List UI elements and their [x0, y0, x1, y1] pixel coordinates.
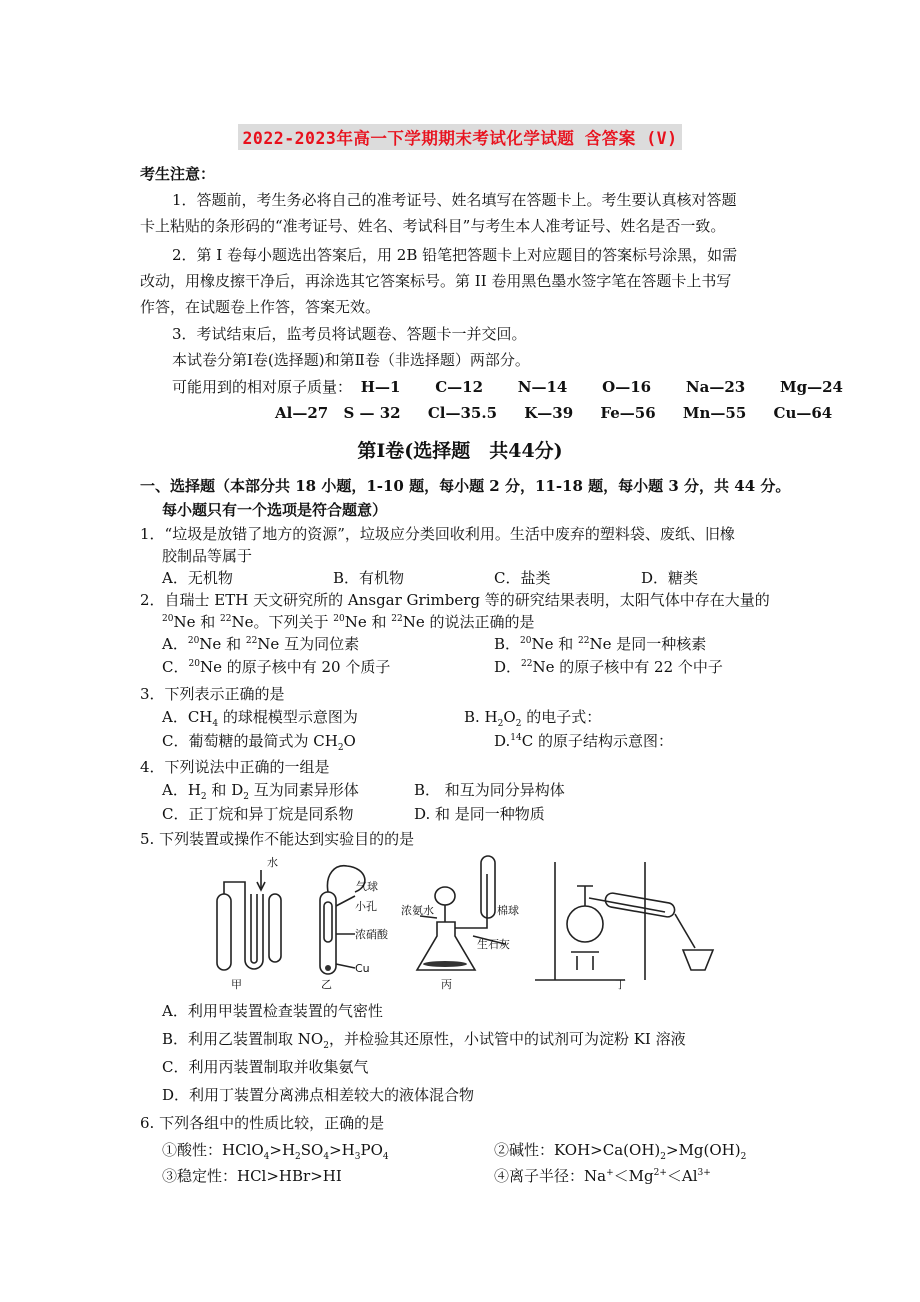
notice-item-1: 1．答题前，考生务必将自己的准考证号、姓名填写在答题卡上。考生要认真核对答题: [172, 191, 737, 209]
q5-option-c: C．利用丙装置制取并收集氨气: [162, 1058, 369, 1076]
mass-c: C—12: [435, 378, 483, 396]
mass-mg: Mg—24: [779, 378, 843, 396]
q2-stem-2: $^{20}$Ne 和 $^{22}$Ne。下列关于 $^{20}$Ne 和 $^{22}$Ne 的说法正确的是: [162, 613, 535, 631]
q1-option-a: A．无机物: [162, 569, 233, 587]
ding-receiver: [683, 950, 713, 970]
q6-item-2: ②碱性：$KOH>Ca(OH)_2>Mg(OH)_2$: [494, 1141, 747, 1162]
mass-n: N—14: [517, 378, 568, 396]
notice-item-3: 3．考试结束后，监考员将试题卷、答题卡一并交回。: [172, 325, 527, 343]
q1-option-d: D．糖类: [641, 569, 699, 587]
yi-leader-lines: [336, 896, 355, 968]
label-bing: 丙: [441, 978, 452, 990]
notice-item-1b: 卡上粘贴的条形码的“准考证号、姓名、考试科目”与考生本人准考证号、姓名是否一致。: [140, 217, 726, 235]
label-balloon: 气球: [356, 880, 378, 893]
page-title: 2022-2023年高一下学期期末考试化学试题 含答案 (V): [238, 124, 681, 150]
bing-funnel: [435, 887, 455, 905]
notice-item-2c: 作答，在试题卷上作答，答案无效。: [140, 298, 381, 316]
q3-option-b: B. $H_2O_2$ 的电子式：: [464, 708, 602, 729]
mass-mn: Mn—55: [682, 404, 747, 422]
q2-option-d: D．$^{22}$Ne 的原子核中有 22 个中子: [494, 658, 723, 676]
mass-k: K—39: [524, 404, 574, 422]
bing-collect-tube: [481, 856, 495, 918]
q3-stem: 3．下列表示正确的是: [140, 685, 285, 703]
q5-option-b: B．利用乙装置制取 $NO_2$，并检验其还原性，小试管中的试剂可为淀粉 KI 溶液: [162, 1030, 686, 1051]
mass-fe: Fe—56: [600, 404, 656, 422]
ding-flask-neck: [577, 886, 593, 906]
q4-stem: 4．下列说法中正确的一组是: [140, 758, 330, 776]
mass-s: S — 32: [343, 404, 401, 422]
q3-option-d: D.$^{14}$C 的原子结构示意图：: [494, 732, 673, 750]
q2-option-a: A．$^{20}$Ne 和 $^{22}$Ne 互为同位素: [162, 635, 360, 653]
q2-option-c: C．$^{20}$Ne 的原子核中有 20 个质子: [162, 658, 391, 676]
q6-item-4: ④离子半径：$Na^+<Mg^{2+}<Al^{3+}$: [494, 1167, 711, 1185]
label-lime: 生石灰: [477, 938, 510, 951]
q1-stem-2: 胶制品等属于: [162, 547, 253, 565]
notice-parts: 本试卷分第Ⅰ卷(选择题)和第Ⅱ卷（非选择题）两部分。: [172, 351, 530, 369]
label-yi: 乙: [321, 978, 332, 990]
part1-instructions-2: 每小题只有一个选项是符合题意）: [162, 501, 388, 519]
q4-option-d: D. 和 是同一种物质: [414, 805, 545, 823]
q2-stem: 2．自瑞士 ETH 天文研究所的 Ansgar Grimberg 等的研究结果表明，太阳气体中存在大量的: [140, 591, 770, 609]
q1-stem: 1．“垃圾是放错了地方的资源”，垃圾应分类回收利用。生活中废弃的塑料袋、废纸、旧橡: [140, 525, 735, 543]
q3-option-a: A．$CH_4$ 的球棍模型示意图为: [162, 708, 358, 729]
jia-test-tube: [217, 894, 231, 970]
mass-na: Na—23: [685, 378, 746, 396]
q4-option-a: A．$H_2$ 和 $D_2$ 互为同素异形体: [162, 781, 359, 802]
jia-tube-right: [269, 894, 281, 962]
jia-u-tube-inner: [251, 894, 257, 963]
bing-delivery-tube: [455, 874, 487, 928]
q6-stem: 6. 下列各组中的性质比较，正确的是: [140, 1114, 385, 1132]
label-ding: 丁: [615, 978, 626, 990]
notice-item-2: 2．第 I 卷每小题选出答案后，用 2B 铅笔把答题卡上对应题目的答案标号涂黑，如需: [172, 246, 738, 264]
q6-item-3: ③稳定性：HCl>HBr>HI: [162, 1167, 342, 1185]
ding-adapter: [675, 914, 695, 948]
q4-option-b: B． 和互为同分异构体: [414, 781, 565, 799]
mass-cl: Cl—35.5: [427, 404, 498, 422]
q4-option-c: C．正丁烷和异丁烷是同系物: [162, 805, 354, 823]
ding-flask: [567, 906, 603, 942]
masses-label: 可能用到的相对原子质量：: [172, 378, 353, 396]
atomic-mass-row-1: [172, 376, 843, 398]
mass-h: H—1: [360, 378, 401, 396]
q5-option-d: D．利用丁装置分离沸点相差较大的液体混合物: [162, 1086, 475, 1104]
label-cotton: 棉球: [497, 904, 519, 917]
q5-stem: 5. 下列装置或操作不能达到实验目的的是: [140, 830, 415, 848]
title-wrap: [0, 124, 920, 150]
q3-option-c: C．葡萄糖的最简式为 $CH_2O$: [162, 732, 356, 753]
label-ammonia: 浓氨水: [401, 904, 434, 917]
mass-cu: Cu—64: [773, 404, 833, 422]
mass-o: O—16: [602, 378, 652, 396]
q5-option-a: A．利用甲装置检查装置的气密性: [162, 1002, 383, 1020]
atomic-mass-row-2: [275, 402, 832, 424]
label-cu: Cu: [355, 962, 370, 975]
label-jia: 甲: [231, 978, 242, 990]
ding-stand: [535, 862, 625, 980]
yi-small-tube: [324, 902, 332, 942]
label-hole: 小孔: [355, 900, 377, 913]
q5-apparatus-figure: [205, 852, 725, 990]
label-water: 水: [267, 856, 278, 869]
ding-condenser: [604, 892, 675, 918]
q6-item-1: ①酸性：$HClO_4>H_2SO_4>H_3PO_4$: [162, 1141, 389, 1162]
label-acid: 浓硝酸: [355, 928, 388, 941]
section-title: 第Ⅰ卷(选择题 共44分): [357, 440, 563, 462]
q2-option-b: B．$^{20}$Ne 和 $^{22}$Ne 是同一种核素: [494, 635, 707, 653]
mass-al: Al—27: [275, 404, 329, 422]
notice-heading: 考生注意：: [140, 165, 216, 183]
q1-option-b: B．有机物: [333, 569, 405, 587]
q1-option-c: C．盐类: [494, 569, 551, 587]
yi-copper: [325, 965, 331, 971]
part1-instructions: 一、选择题（本部分共 18 小题，1-10 题，每小题 2 分，11-18 题，每小题 3 分，共 44 分。: [140, 477, 791, 495]
apparatus-drawing: [205, 852, 725, 990]
bing-lime-solid: [423, 961, 467, 967]
ding-burner: [571, 952, 599, 970]
yi-test-tube: [320, 892, 336, 974]
notice-item-2b: 改动，用橡皮擦干净后，再涂选其它答案标号。第 II 卷用黑色墨水签字笔在答题卡上书写: [140, 272, 732, 290]
